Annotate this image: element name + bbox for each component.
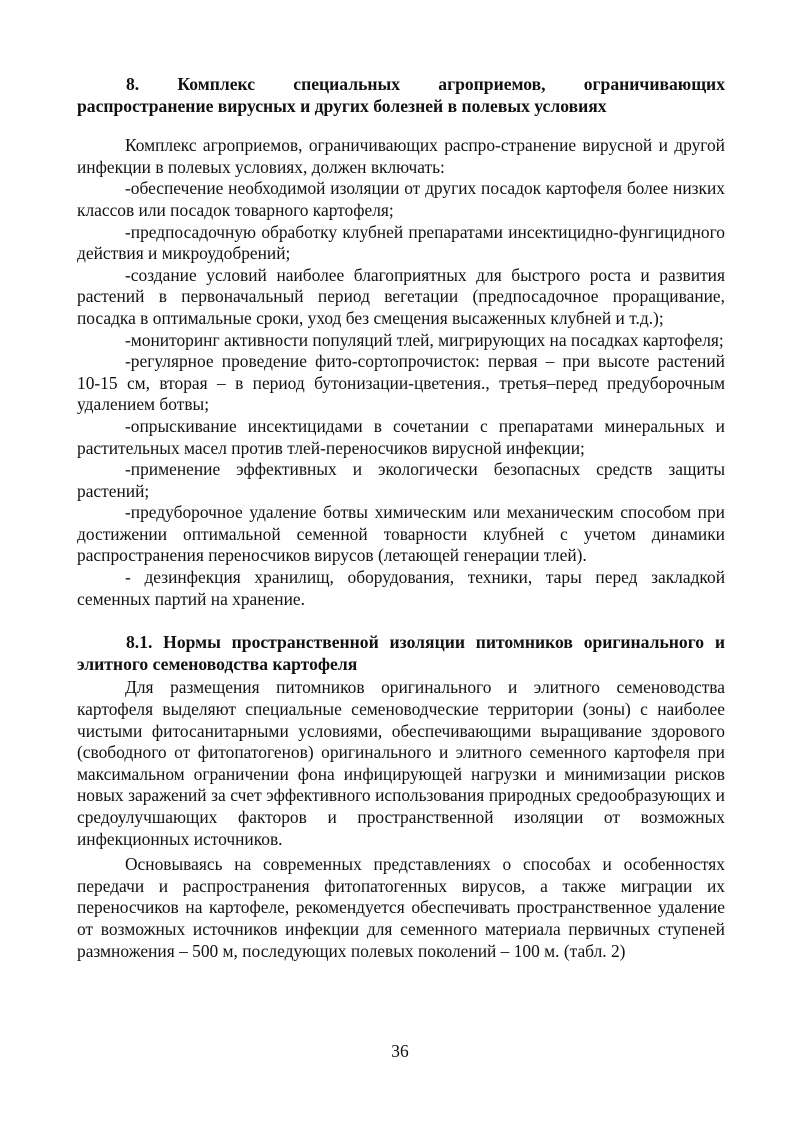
- section-8-1: [77, 632, 725, 962]
- section-8-intro-paragraph: Комплекс агроприемов, ограничивающих распро-странение вирусной и другой инфекции в полевых условиях, должен включать:: [77, 135, 725, 177]
- list-item-roguing: -регулярное проведение фито-сортопрочисток: первая – при высоте растений 10-15 см, вторая – в период бутонизации-цветения., третья–перед предуборочным удалением ботвы;: [77, 351, 725, 415]
- list-item-insecticide-spraying: -опрыскивание инсектицидами в сочетании с препаратами минеральных и растительных масел против тлей-переносчиков вирусной инфекции;: [77, 415, 725, 458]
- list-item-haulm-removal: -предуборочное удаление ботвы химическим или механическим способом при достижении оптимальной семенной товарности клубней с учетом динамики распространения переносчиков вирусов (летающей генерации тлей).: [77, 502, 725, 566]
- list-item-disinfection: - дезинфекция хранилищ, оборудования, техники, тары перед закладкой семенных партий на хранение.: [77, 567, 725, 609]
- section-8-1-heading: 8.1. Нормы пространственной изоляции питомников оригинального и элитного семеноводства картофеля: [77, 632, 725, 674]
- page-content: [77, 74, 725, 962]
- list-item-isolation: -обеспечение необходимой изоляции от других посадок картофеля более низких классов или посадок товарного картофеля;: [77, 178, 725, 220]
- list-item-tuber-treatment: -предпосадочную обработку клубней препаратами инсектицидно-фунгицидного действия и микроудобрений;: [77, 221, 725, 264]
- list-item-aphid-monitoring: -мониторинг активности популяций тлей, мигрирующих на посадках картофеля;: [125, 329, 724, 350]
- page-number: 36: [391, 1041, 409, 1061]
- list-item-plant-protection: -применение эффективных и экологически безопасных средств защиты растений;: [77, 459, 725, 501]
- list-item-growth-conditions: -создание условий наиболее благоприятных для быстрого роста и развития растений в первоначальный период вегетации (предпосадочное проращивание, посадка в оптимальные сроки, уход без смещения высаженных клубней и т.д.);: [77, 264, 725, 328]
- section-8-1-paragraph: Основываясь на современных представлениях о способах и особенностях передачи и распространения фитопатогенных вирусов, а также миграции их переносчиков на картофеле, рекомендуется обеспечивать пространственное удаление от возможных источников инфекции для семенного материала первичных ступеней размножения – 500 м, последующих полевых поколений – 100 м. (табл. 2): [77, 854, 725, 961]
- section-8-1-paragraph: Для размещения питомников оригинального и элитного семеноводства картофеля выделяют специальные семеноводческие территории (зоны) с наиболее чистыми фитосанитарными условиями, обеспечивающими выращивание здорового (свободного от фитопатогенов) оригинального и элитного семенного картофеля при максимальном ограничении фона инфицирующей нагрузки и минимизации рисков новых заражений за счет эффективного использования природных средообразующих и средоулучшающих факторов и пространственной изоляции от возможных инфекционных источников.: [77, 677, 725, 849]
- section-8-heading: 8. Комплекс специальных агроприемов, ограничивающих распространение вирусных и других болезней в полевых условиях: [77, 74, 725, 116]
- section-8: [77, 74, 725, 610]
